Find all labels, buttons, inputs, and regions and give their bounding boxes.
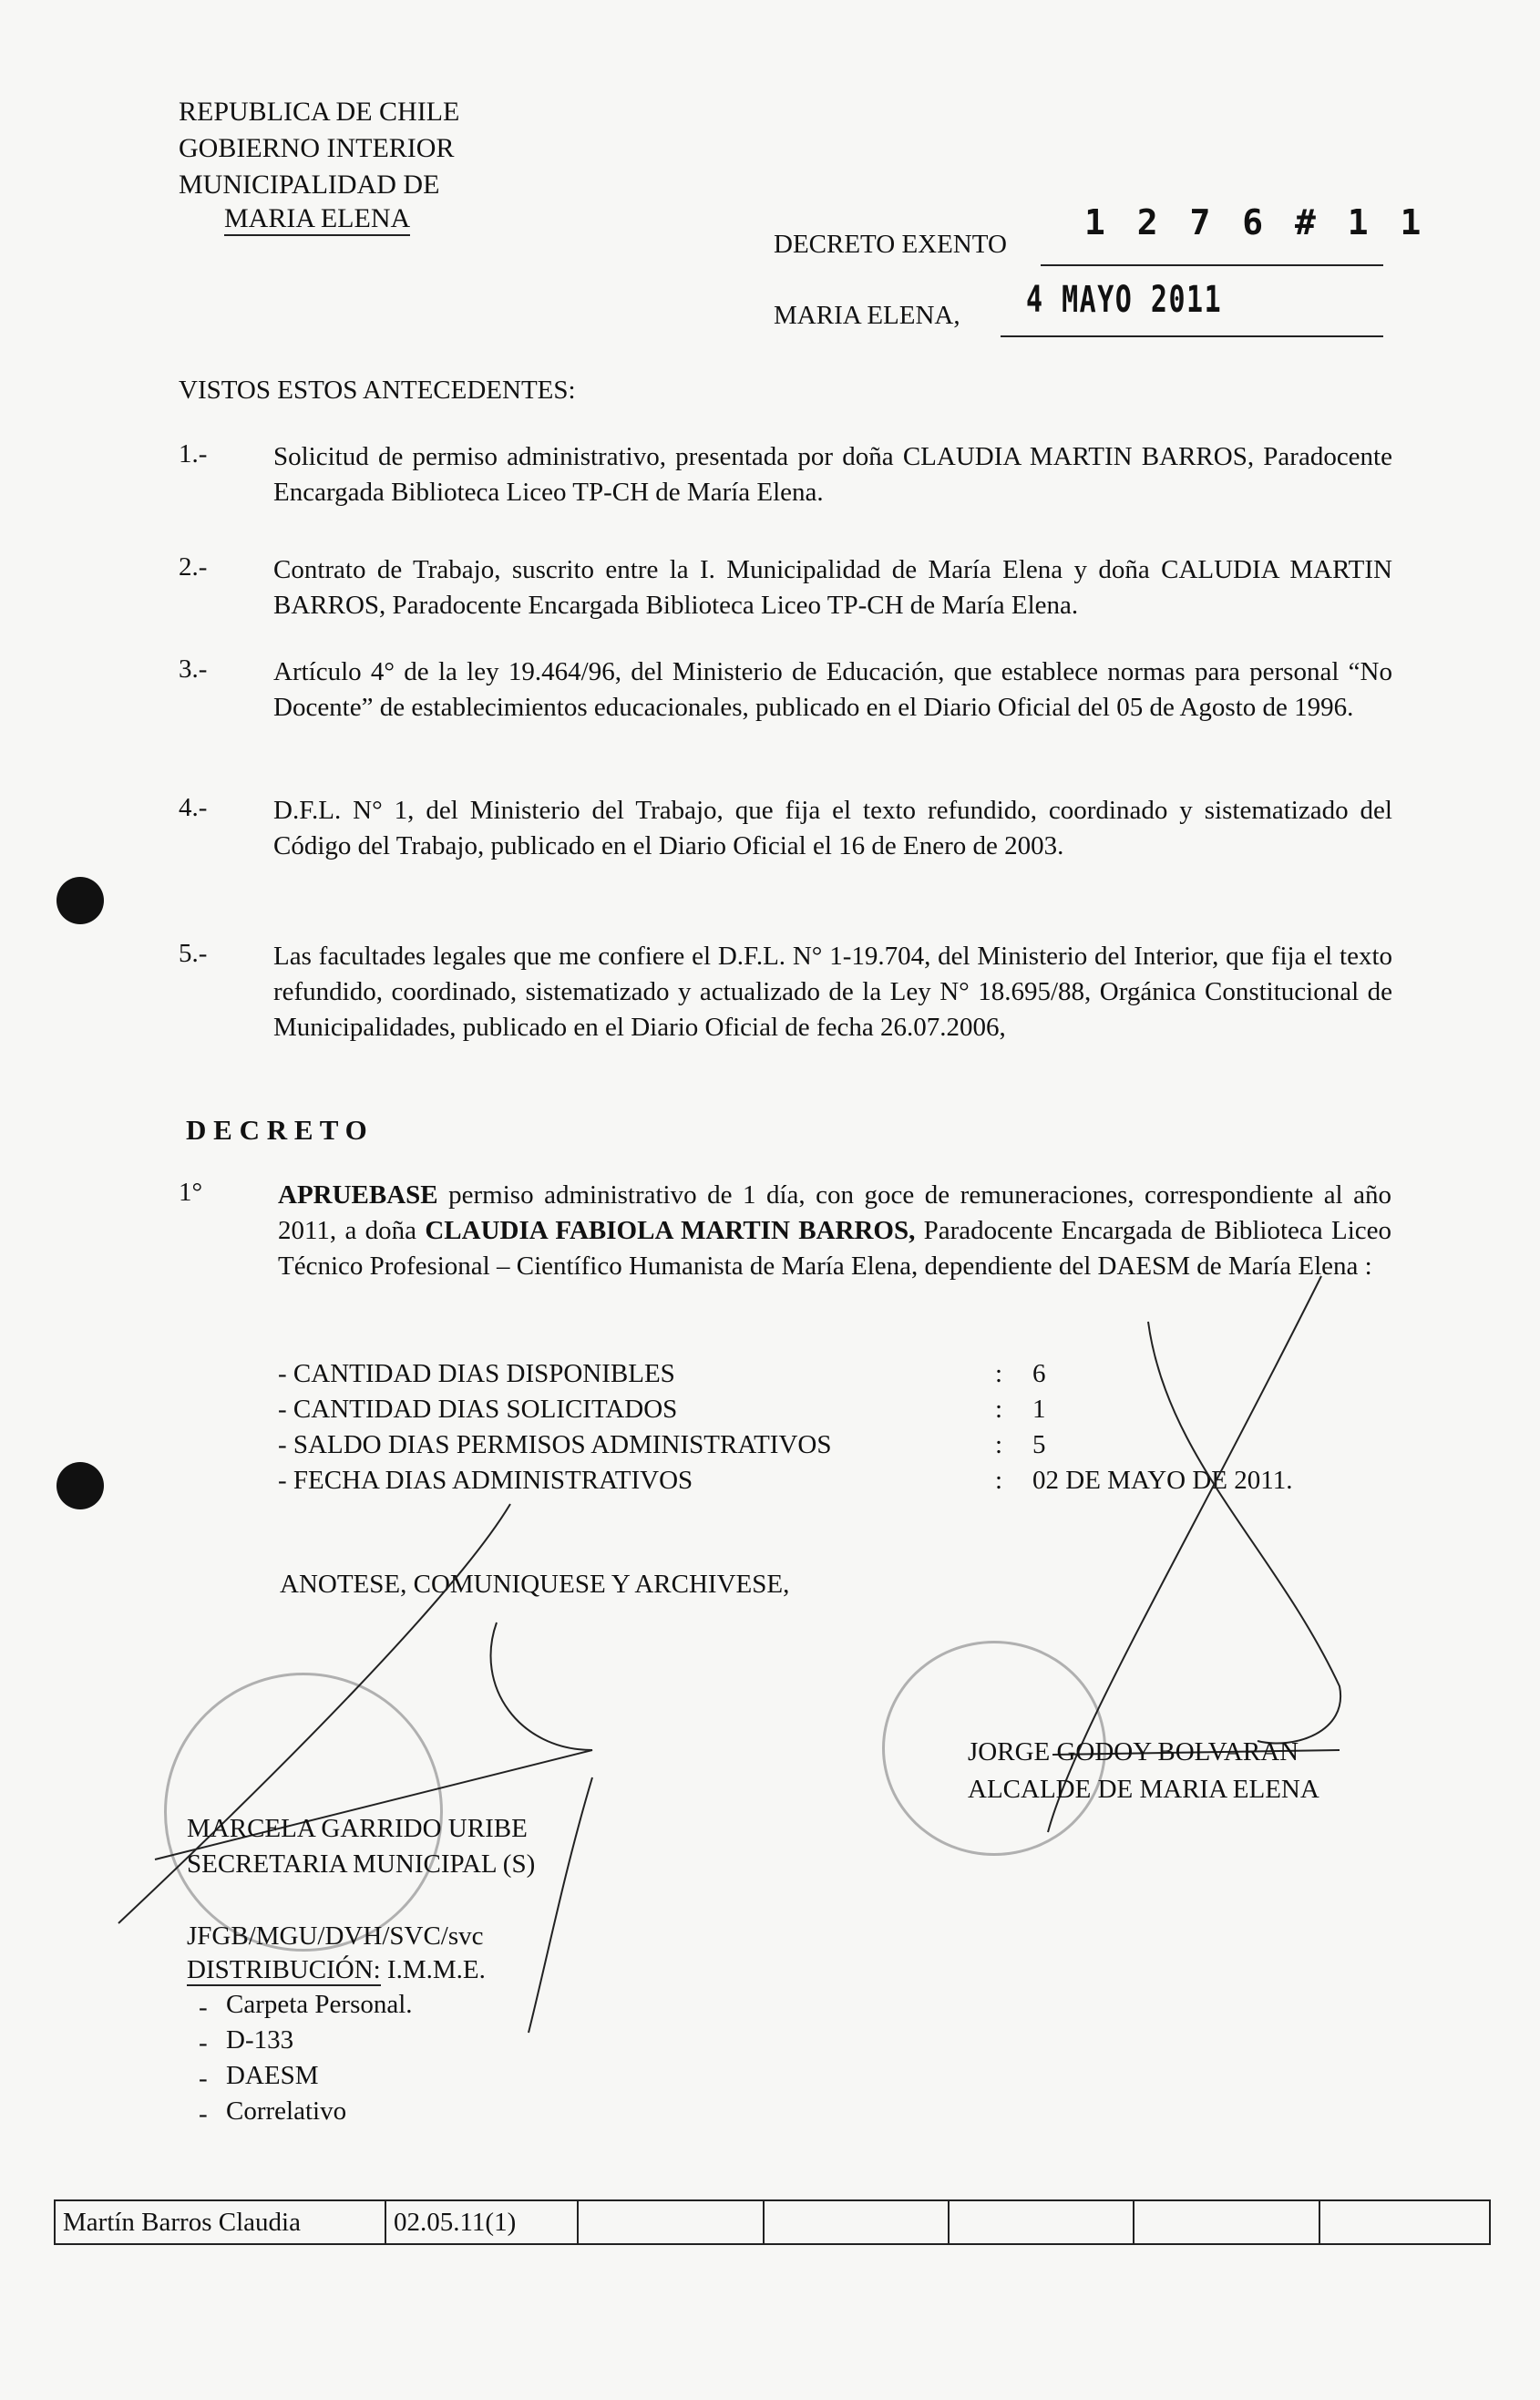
table-cell [1134, 2200, 1319, 2244]
employee-name: CLAUDIA FABIOLA MARTIN BARROS, [425, 1216, 916, 1245]
initials: JFGB/MGU/DVH/SVC/svc [187, 1921, 484, 1951]
date-stamp: 4 MAYO 2011 [1026, 279, 1223, 321]
item-text: Contrato de Trabajo, suscrito entre la I. Municipalidad de María Elena y doña CALUDIA MARTIN BARROS, Paradocente Encargada Biblioteca Liceo TP-CH de María Elena. [273, 555, 1392, 620]
article-text-part: Paradocente Encargada de Biblioteca Liceo Técnico Profesional – Científico Humanista de María Elena, dependiente del DAESM de María Elena : [278, 1216, 1391, 1281]
distribution [187, 1955, 486, 1985]
distribution-item: Carpeta Personal. [226, 1990, 413, 2019]
item-text: Solicitud de permiso administrativo, presentada por doña CLAUDIA MARTIN BARROS, Paradocente Encargada Biblioteca Liceo TP-CH de María Elena. [273, 442, 1392, 507]
vistos-title: VISTOS ESTOS ANTECEDENTES: [179, 376, 576, 405]
mayor-title: ALCALDE DE MARIA ELENA [968, 1775, 1319, 1804]
header-line: GOBIERNO INTERIOR [179, 133, 455, 163]
table-row [55, 2200, 1490, 2244]
header-line: REPUBLICA DE CHILE [179, 97, 460, 127]
detail-value: 6 [1032, 1359, 1046, 1388]
header-line: MARIA ELENA [224, 203, 410, 236]
dash-list: - - - - [199, 1993, 208, 2128]
item-number: 3.- [179, 654, 208, 684]
table-cell: Martín Barros Claudia [55, 2200, 385, 2244]
detail-label: - CANTIDAD DIAS SOLICITADOS [278, 1395, 678, 1424]
record-table [54, 2199, 1491, 2245]
table-cell [764, 2200, 949, 2244]
item-text: Las facultades legales que me confiere el D.F.L. N° 1-19.704, del Ministerio del Interior, que fija el texto refundido, coordinado, sistematizado y actualizado de la Ley N° 18.695/88, Orgánica Constitucional de Municipalidades, publicado en el Diario Oficial de fecha 26.07.2006, [273, 942, 1392, 1042]
item-number: 4.- [179, 793, 208, 822]
secretary-name: MARCELA GARRIDO URIBE [187, 1814, 528, 1843]
detail-value: 1 [1032, 1395, 1046, 1424]
decreto-title: D E C R E T O [186, 1114, 367, 1146]
colons: : : : : [995, 1359, 1003, 1495]
closing-text: ANOTESE, COMUNIQUESE Y ARCHIVESE, [280, 1570, 790, 1599]
place-label: MARIA ELENA, [774, 301, 960, 330]
decree-number-stamp: 1 2 7 6 # 1 1 [1084, 202, 1427, 242]
detail-label: - FECHA DIAS ADMINISTRATIVOS [278, 1466, 693, 1495]
detail-value: 02 DE MAYO DE 2011. [1032, 1466, 1293, 1495]
mayor-name: JORGE GODOY BOLVARAN [968, 1737, 1299, 1767]
article-text-part: permiso administrativo de 1 día, con goce de remuneraciones, correspondiente al año 2011, a doña [278, 1180, 1391, 1245]
approve-keyword: APRUEBASE [278, 1180, 438, 1210]
distribution-value: I.M.M.E. [380, 1955, 486, 1984]
item-number: 1.- [179, 439, 208, 469]
table-cell [949, 2200, 1134, 2244]
detail-label: - SALDO DIAS PERMISOS ADMINISTRATIVOS [278, 1430, 832, 1459]
distribution-item: Correlativo [226, 2096, 347, 2126]
item-text: Artículo 4° de la ley 19.464/96, del Ministerio de Educación, que establece normas para personal “No Docente” de establecimientos educacionales, publicado en el Diario Oficial del 05 de Agosto de 1996. [273, 657, 1392, 722]
detail-label: - CANTIDAD DIAS DISPONIBLES [278, 1359, 675, 1388]
distribution-label: DISTRIBUCIÓN: [187, 1955, 381, 1984]
secretary-title: SECRETARIA MUNICIPAL (S) [187, 1849, 536, 1879]
distribution-item: DAESM [226, 2061, 319, 2090]
distribution-item: D-133 [226, 2025, 294, 2055]
decree-label: DECRETO EXENTO [774, 230, 1007, 259]
table-cell [1319, 2200, 1490, 2244]
item-text: D.F.L. N° 1, del Ministerio del Trabajo, que fija el texto refundido, coordinado y sistematizado del Código del Trabajo, publicado en el Diario Oficial el 16 de Enero de 2003. [273, 796, 1392, 860]
table-cell: 02.05.11(1) [385, 2200, 578, 2244]
item-number: 2.- [179, 552, 208, 582]
detail-value: 5 [1032, 1430, 1046, 1459]
item-number: 5.- [179, 939, 208, 968]
article-number: 1° [179, 1178, 203, 1207]
table-cell [578, 2200, 764, 2244]
header-line: MUNICIPALIDAD DE [179, 170, 440, 200]
